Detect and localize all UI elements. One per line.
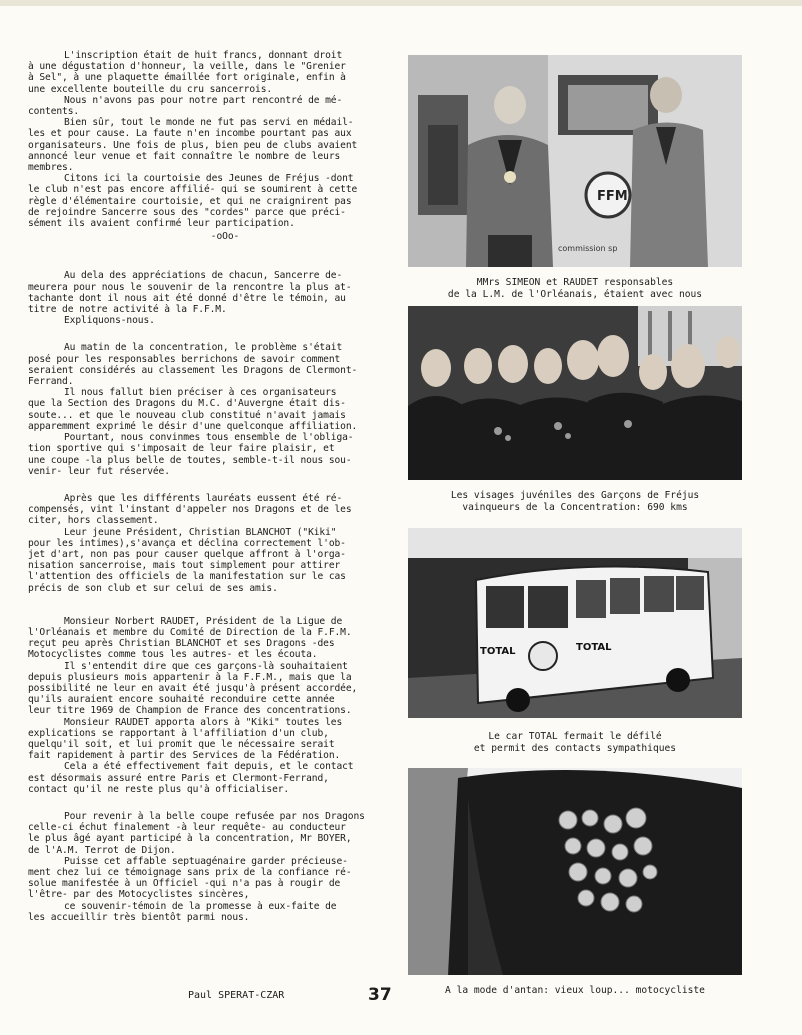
paragraph: L'inscription était de huit francs, donnant droit à une dégustation d'honneur, la veille, dans le "Grenier à Sel", à une plaquette émaillée fort originale, enfin à une excellente bouteille du cru sancerrois. <box>28 50 346 95</box>
paragraph: Bien sûr, tout le monde ne fut pas servi en médail- les et pour cause. La faute n'en incombe pourtant pas aux organisateurs. Une fois de plus, bien peu de clubs avaient annoncé leur venue et fait connaître le nombre de leurs membres. <box>28 117 358 174</box>
paragraph: Après que les différents lauréats eussent été ré- compensés, vint l'instant d'appeler nos Dragons et de les citer, hors classement. <box>28 492 352 527</box>
photo-ffm-text: FFM <box>597 189 628 204</box>
caption-total-bus: Le car TOTAL fermait le défilé et permit des contacts sympathiques <box>473 731 677 754</box>
caption-officials: MMrs SIMEON et RAUDET responsables de la L.M. de l'Orléanais, étaient avec nous <box>447 277 703 300</box>
paragraph: Leur jeune Président, Christian BLANCHOT ("Kiki" pour les intimes),s'avança et déclina correctement l'ob- jet d'art, non pas pour causer quelque affront à l'orga- nisation sancerroise, mais tout simplement pour attirer l'attention des officiels de la manifestation sur le cas précis de son club et sur celui de ses amis. <box>28 526 346 594</box>
photo-frejus-group <box>408 306 742 480</box>
photo-frejus-group-image <box>408 306 742 480</box>
paragraph: Monsieur Norbert RAUDET, Président de la Ligue de l'Orléanais et membre du Comité de Direction de la F.F.M. reçut peu après Christian BLANCHOT et ses Dragons -des Motocyclistes comme tous les autres- et les écouta. <box>28 615 352 661</box>
photo-officials <box>408 55 742 267</box>
photo-badges-jacket <box>408 768 742 975</box>
photo-total-bus <box>408 528 742 718</box>
caption-badges-jacket: A la mode d'antan: vieux loup... motocycliste <box>445 985 705 996</box>
separator: -oOo- <box>210 231 240 243</box>
paragraph: Expliquons-nous. <box>64 315 155 327</box>
page-number: 37 <box>368 985 392 1005</box>
top-border <box>0 0 802 6</box>
paragraph: Nous n'avons pas pour notre part rencontré de mé- contents. <box>28 94 343 118</box>
paragraph: ce souvenir-témoin de la promesse à eux-faite de les accueillir très bientôt parmi nous. <box>28 900 337 923</box>
paragraph: Puisse cet affable septuagénaire garder précieuse- ment chez lui ce témoignage sans prix de la confiance ré- solue manifestée à un Officiel -qui n'a pas à rougir de l'être- par des Motocyclistes sincères, <box>28 855 352 901</box>
paragraph: Citons ici la courtoisie des Jeunes de Fréjus -dont le club n'est pas encore affilié- qui se soumirent à cette règle d'élémentaire courtoisie, et qui ne craignirent pas de rejoindre Sancerre sous des "cordes" parce que préci- sément ils avaient confirmé leur participation. <box>28 173 358 230</box>
paragraph: Pourtant, nous convinmes tous ensemble de l'obliga- tion sportive qui s'imposait de leur faire plaisir, et une coupe -la plus belle de toutes, semble-t-il nous sou- venir- leur fut réservée. <box>28 432 354 477</box>
photo-badges-jacket-image <box>408 768 742 975</box>
article-column <box>28 50 392 923</box>
caption-frejus-group: Les visages juvéniles des Garçons de Fréjus vainqueurs de la Concentration: 690 kms <box>450 490 700 513</box>
paragraph: Pour revenir à la belle coupe refusée par nos Dragons celle-ci échut finalement -à leur requête- au conducteur le plus âgé ayant participé à la concentration, Mr BOYER, de l'A.M. Terrot de Dijon. <box>28 810 365 856</box>
paragraph: Il s'entendit dire que ces garçons-là souhaitaient depuis plusieurs mois appartenir à la F.F.M., mais que la possibilité ne leur en avait été jusqu'à présent accordée, qu'ils auraient encore souhaité reconduire cette année leur titre 1969 de Champion de France des concentrations. <box>28 660 358 717</box>
photo-commission-text: commission sp <box>558 244 618 253</box>
paragraph: Cela a été effectivement fait depuis, et le contact est désormais assuré entre Paris et Clermont-Ferrand, contact qu'il ne reste plus qu'à officialiser. <box>28 761 354 795</box>
author-signature: Paul SPERAT-CZAR <box>188 990 285 1001</box>
photo-total-text-1: TOTAL <box>480 646 516 657</box>
paragraph: Au dela des appréciations de chacun, Sancerre de- meurera pour nous le souvenir de la rencontre la plus at- tachante dont il nous ait été donné d'être le témoin, au titre de notre activité à la F.F.M. <box>28 270 352 316</box>
paragraph: Il nous fallut bien préciser à ces organisateurs que la Section des Dragons du M.C. d'Auvergne était dis- soute... et que le nouveau club constitué n'avait jamais apparemment exprimé le désir d'une quelconque affiliation. <box>28 387 358 432</box>
paragraph: Monsieur RAUDET apporta alors à "Kiki" toutes les explications se rapportant à l'affiliation d'un club, quelqu'il soit, et lui promit que le nécessaire serait fait rapidement à partir des Services de la Fédération. <box>28 716 343 762</box>
paragraph: Au matin de la concentration, le problème s'était posé pour les responsables berrichons de savoir comment seraient considérés au classement les Dragons de Clermont- Ferrand. <box>28 342 358 388</box>
photo-officials-image <box>408 55 742 267</box>
photo-total-bus-image <box>408 528 742 718</box>
photo-total-text-2: TOTAL <box>576 642 612 653</box>
